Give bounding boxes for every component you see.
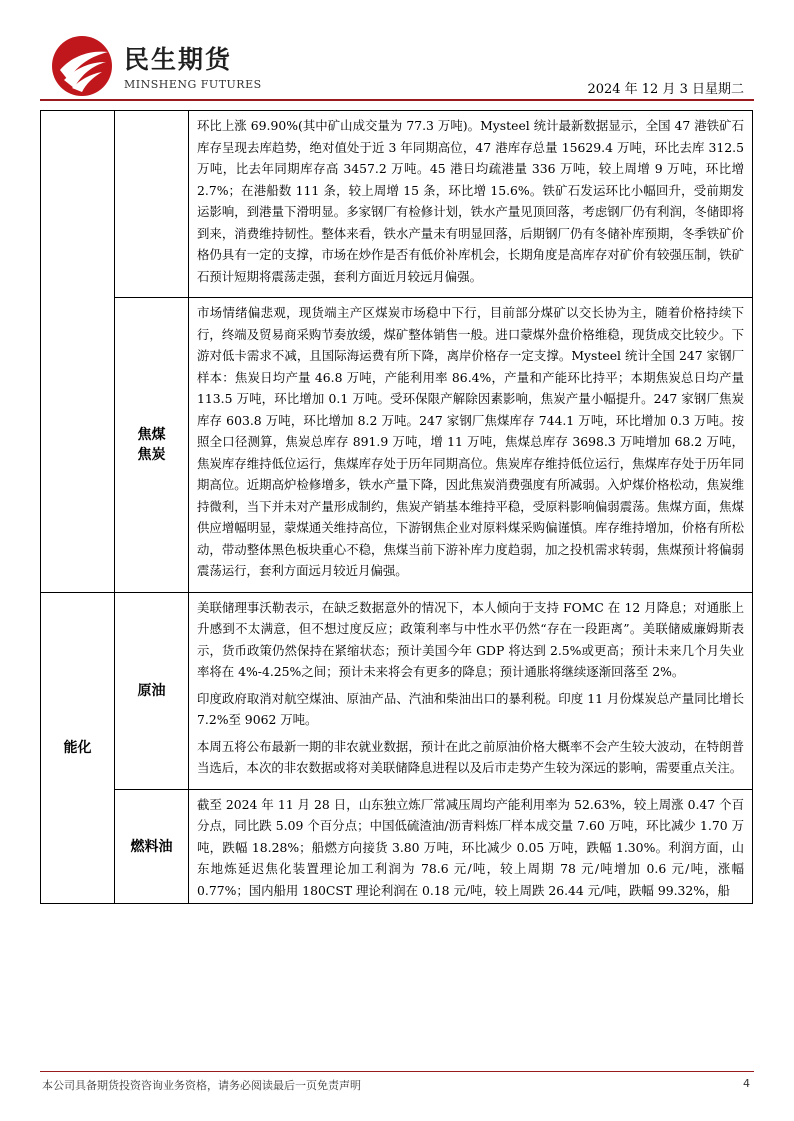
page-header [40,34,754,100]
commentary-cell [189,298,753,593]
subcategory-cell [115,298,189,593]
disclaimer-text: 本公司具备期货投资咨询业务资格，请务必阅读最后一页免责声明 [42,1079,361,1092]
subcategory-label-crude: 原油 [137,682,166,699]
table-row [41,592,753,789]
subcategory-label-fuel-oil: 燃料油 [130,838,173,855]
commentary-cell [189,111,753,298]
footer-divider [40,1071,754,1072]
paragraph: 截至 2024 年 11 月 28 日，山东独立炼厂常减压周均产能利用率为 52.63%，较上周涨 0.47 个百分点，同比跌 5.09 个百分点；中国低硫渣油/沥青料炼厂样本成交量 7.60 万吨，环比减少 1.70 万吨，跌幅 18.28%；船燃方向接货 3.80 万吨，环比减少 0.05 万吨，跌幅 1.30%。利润方面，山东地炼延迟焦化装置理论加工利润为 78.6 元/吨，较上周期 78 元/吨增加 0.6 元/吨，涨幅 0.77%；国内船用 180CST 理论利润在 0.18 元/吨，较上周跌 26.44 元/吨，跌幅 99.32%，船 [197,796,744,898]
section-cell [41,592,115,904]
minsheng-logo-icon [50,34,114,98]
brand-name-cn: 民生期货 [124,45,233,74]
report-table [40,110,753,904]
subcategory-cell [115,592,189,789]
report-table-container [40,110,753,904]
commentary-cell [189,789,753,904]
report-date: 2024 年 12 月 3 日星期二 [587,82,744,97]
paragraph: 本周五将公布最新一期的非农就业数据，预计在此之前原油价格大概率不会产生较大波动，在特朗普当选后，本次的非农数据或将对美联储降息进程以及后市走势产生较为深远的影响，需要重点关注。 [197,738,744,775]
header-divider [40,99,754,101]
paragraph: 环比上涨 69.90%(其中矿山成交量为 77.3 万吨)。Mysteel 统计最新数据显示，全国 47 港铁矿石库存呈现去库趋势，绝对值处于近 3 年同期高位，47 港库存总量 15629.4 万吨，环比去库 312.5 万吨，比去年同期库存高 3457.2 万吨。45 港日均疏港量 336 万吨，较上周增 9 万吨，环比增 2.7%；在港船数 111 条，较上周增 15 条，环比增 15.6%。铁矿石发运环比小幅回升，受前期发运影响，到港量下滑明显。多家钢厂有检修计划，铁水产量见顶回落，考虑钢厂仍有利润，冬储即将到来，消费维持韧性。整体来看，铁水产量未有明显回落，后期钢厂仍有冬储补库预期，冬季铁矿价格仍具有一定的支撑，市场在炒作是否有低价补库机会，长期角度是高库存对矿价有较强压制，铁矿石预计短期将震荡走强，套利方面近月较远月偏强。 [197,118,744,284]
subcategory-cell [115,111,189,298]
subcategory-cell [115,789,189,904]
commentary-cell [189,592,753,789]
table-row [41,111,753,298]
paragraph: 市场情绪偏悲观，现货端主产区煤炭市场稳中下行，目前部分煤矿以交长协为主，随着价格持续下行，终端及贸易商采购节奏放缓，煤矿整体销售一般。进口蒙煤外盘价格维稳，现货成交比较少。下游对低卡需求不减，且国际海运费有所下降，离岸价格存一定支撑。Mysteel 统计全国 247 家钢厂样本：焦炭日均产量 46.8 万吨，产能利用率 86.4%，产量和产能环比持平；本期焦炭总日均产量 113.5 万吨，环比增加 0.1 万吨。受环保限产解除因素影响，焦炭产量小幅提升。247 家钢厂焦炭库存 603.8 万吨，环比增加 8.2 万吨。247 家钢厂焦煤库存 744.1 万吨，环比增加 0.3 万吨。按照全口径测算，焦炭总库存 891.9 万吨，增 11 万吨，焦煤总库存 3698.3 万吨增加 68.2 万吨，焦炭库存维持低位运行，焦煤库存处于历年同期高位。焦炭库存维持低位运行，焦煤库存处于历年同期高位。近期高炉检修增多，铁水产量下降，因此焦炭消费强度有所减弱。入炉煤价格松动，焦炭维持微利，当下并未对产量形成制约，焦炭产销基本维持平稳，受原料影响偏弱震荡。焦煤方面，焦煤供应增幅明显，蒙煤通关维持高位，下游钢焦企业对原料煤采购偏谨慎。库存维持增加，价格有所松动，带动整体黑色板块重心不稳，焦煤当前下游补库力度趋弱，加之投机需求转弱，焦煤预计将偏弱震荡运行，套利方面远月较近月偏强。 [197,305,744,578]
table-row [41,298,753,593]
subcategory-label: 焦煤 焦炭 [137,426,166,463]
brand-name-en: MINSHENG FUTURES [124,78,262,91]
section-cell [41,111,115,593]
subcategory-label-coke [115,425,188,465]
paragraph: 印度政府取消对航空煤油、原油产品、汽油和柴油出口的暴利税。印度 11 月份煤炭总产量同比增长 7.2%至 9062 万吨。 [197,690,744,727]
section-label-energy-chem: 能化 [63,740,92,756]
table-row [41,789,753,904]
page-footer [42,1077,750,1093]
page-number: 4 [743,1077,750,1090]
paragraph: 美联储理事沃勒表示，在缺乏数据意外的情况下，本人倾向于支持 FOMC 在 12 月降息；对通胀上升感到不太满意，但不想过度反应；政策利率与中性水平仍然“存在一段距离”。美联储威廉姆斯表示，货币政策仍然保持在紧缩状态；预计美国今年 GDP 将达到 2.5%或更高；预计未来几个月失业率将在 4%-4.25%之间；预计未来将会有更多的降息；预计通胀将继续逐渐回落至 2%。 [197,599,744,679]
